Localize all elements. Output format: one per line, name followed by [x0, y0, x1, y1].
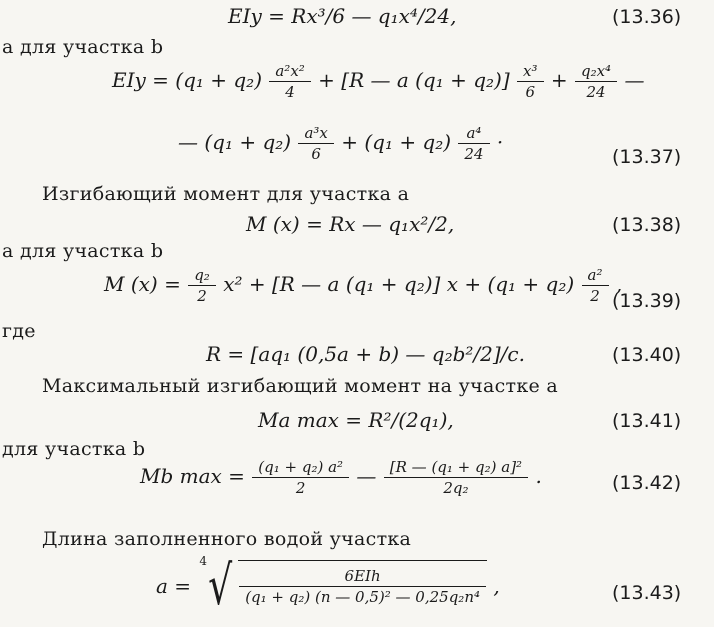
fraction [461, 124, 486, 163]
equation-number: (13.42) [612, 472, 682, 494]
numerator: 6EIh [344, 567, 381, 585]
denominator: 6 [298, 143, 333, 163]
equation-number: (13.43) [612, 582, 682, 604]
equation-13-38: M (x) = Rx — q₁x²/2, [246, 212, 455, 236]
fraction [578, 62, 614, 101]
numerator: a³x [304, 124, 328, 142]
equation-number: (13.40) [612, 344, 682, 366]
equation-13-43 [156, 556, 500, 616]
text-line: где [2, 320, 36, 342]
numerator: (q₁ + q₂) a² [258, 458, 344, 476]
numerator: x³ [523, 62, 538, 80]
equation-number: (13.41) [612, 410, 682, 432]
equation-13-36: EIy = Rx³/6 — q₁x⁴/24, [228, 4, 457, 28]
numerator: a² [587, 266, 603, 284]
equation-number: (13.39) [612, 290, 682, 312]
denominator: (q₁ + q₂) (n — 0,5)² — 0,25q₂n⁴ [239, 586, 486, 606]
fraction [301, 124, 330, 163]
radical-sign: √ [208, 554, 233, 617]
fraction [242, 567, 483, 606]
numerator: q₂x⁴ [580, 62, 612, 80]
root-index: 4 [199, 554, 208, 568]
numerator: a²x² [275, 62, 305, 80]
math-term: . [535, 464, 542, 488]
text-line: Длина заполненного водой участка [42, 528, 412, 550]
fraction [520, 62, 540, 101]
numerator: [R — (q₁ + q₂) a]² [389, 458, 523, 476]
equation-13-40: R = [aq₁ (0,5a + b) — q₂b²/2]/c. [206, 342, 525, 366]
text-line: Изгибающий момент для участка a [42, 183, 410, 205]
denominator: 2 [582, 285, 609, 305]
equation-13-39 [104, 266, 622, 305]
text-line: Максимальный изгибающий момент на участке a [42, 375, 559, 397]
denominator: 4 [269, 81, 310, 101]
numerator: q₂ [194, 266, 210, 284]
text-line: а для участка b [2, 240, 164, 262]
denominator: 2q₂ [384, 477, 528, 497]
text-line: а для участка b [2, 36, 164, 58]
math-term: — [624, 68, 645, 92]
radicand [238, 560, 487, 612]
math-term: + [550, 68, 568, 92]
fraction [585, 266, 606, 305]
math-term: , [493, 574, 500, 598]
numerator: a⁴ [466, 124, 482, 142]
equation-13-41: Ma max = R²/(2q₁), [258, 408, 454, 432]
math-term: x² + [R — a (q₁ + q₂)] x + (q₁ + q₂) [223, 272, 575, 296]
math-term: — (q₁ + q₂) [178, 130, 292, 154]
math-term: M (x) = [104, 272, 181, 296]
math-term: — [356, 464, 377, 488]
math-term: a = [156, 574, 192, 598]
math-term: + (q₁ + q₂) [341, 130, 452, 154]
fraction [387, 458, 525, 497]
equation-13-37-line1 [112, 62, 644, 101]
equation-13-37-line2 [178, 124, 503, 163]
math-term: + [R — a (q₁ + q₂)] [318, 68, 510, 92]
text-line: для участка b [2, 438, 146, 460]
denominator: 2 [188, 285, 216, 305]
radical [197, 556, 487, 616]
fraction [255, 458, 346, 497]
math-term: EIy = (q₁ + q₂) [112, 68, 262, 92]
math-term: , [615, 272, 623, 296]
denominator: 2 [252, 477, 349, 497]
denominator: 24 [458, 143, 489, 163]
equation-13-42 [140, 458, 542, 497]
math-term: Mb max = [140, 464, 245, 488]
fraction [191, 266, 213, 305]
equation-number: (13.36) [612, 6, 682, 28]
equation-number: (13.37) [612, 146, 682, 168]
denominator: 24 [575, 81, 617, 101]
math-term: · [496, 130, 504, 154]
fraction [272, 62, 307, 101]
equation-number: (13.38) [612, 214, 682, 236]
denominator: 6 [517, 81, 543, 101]
